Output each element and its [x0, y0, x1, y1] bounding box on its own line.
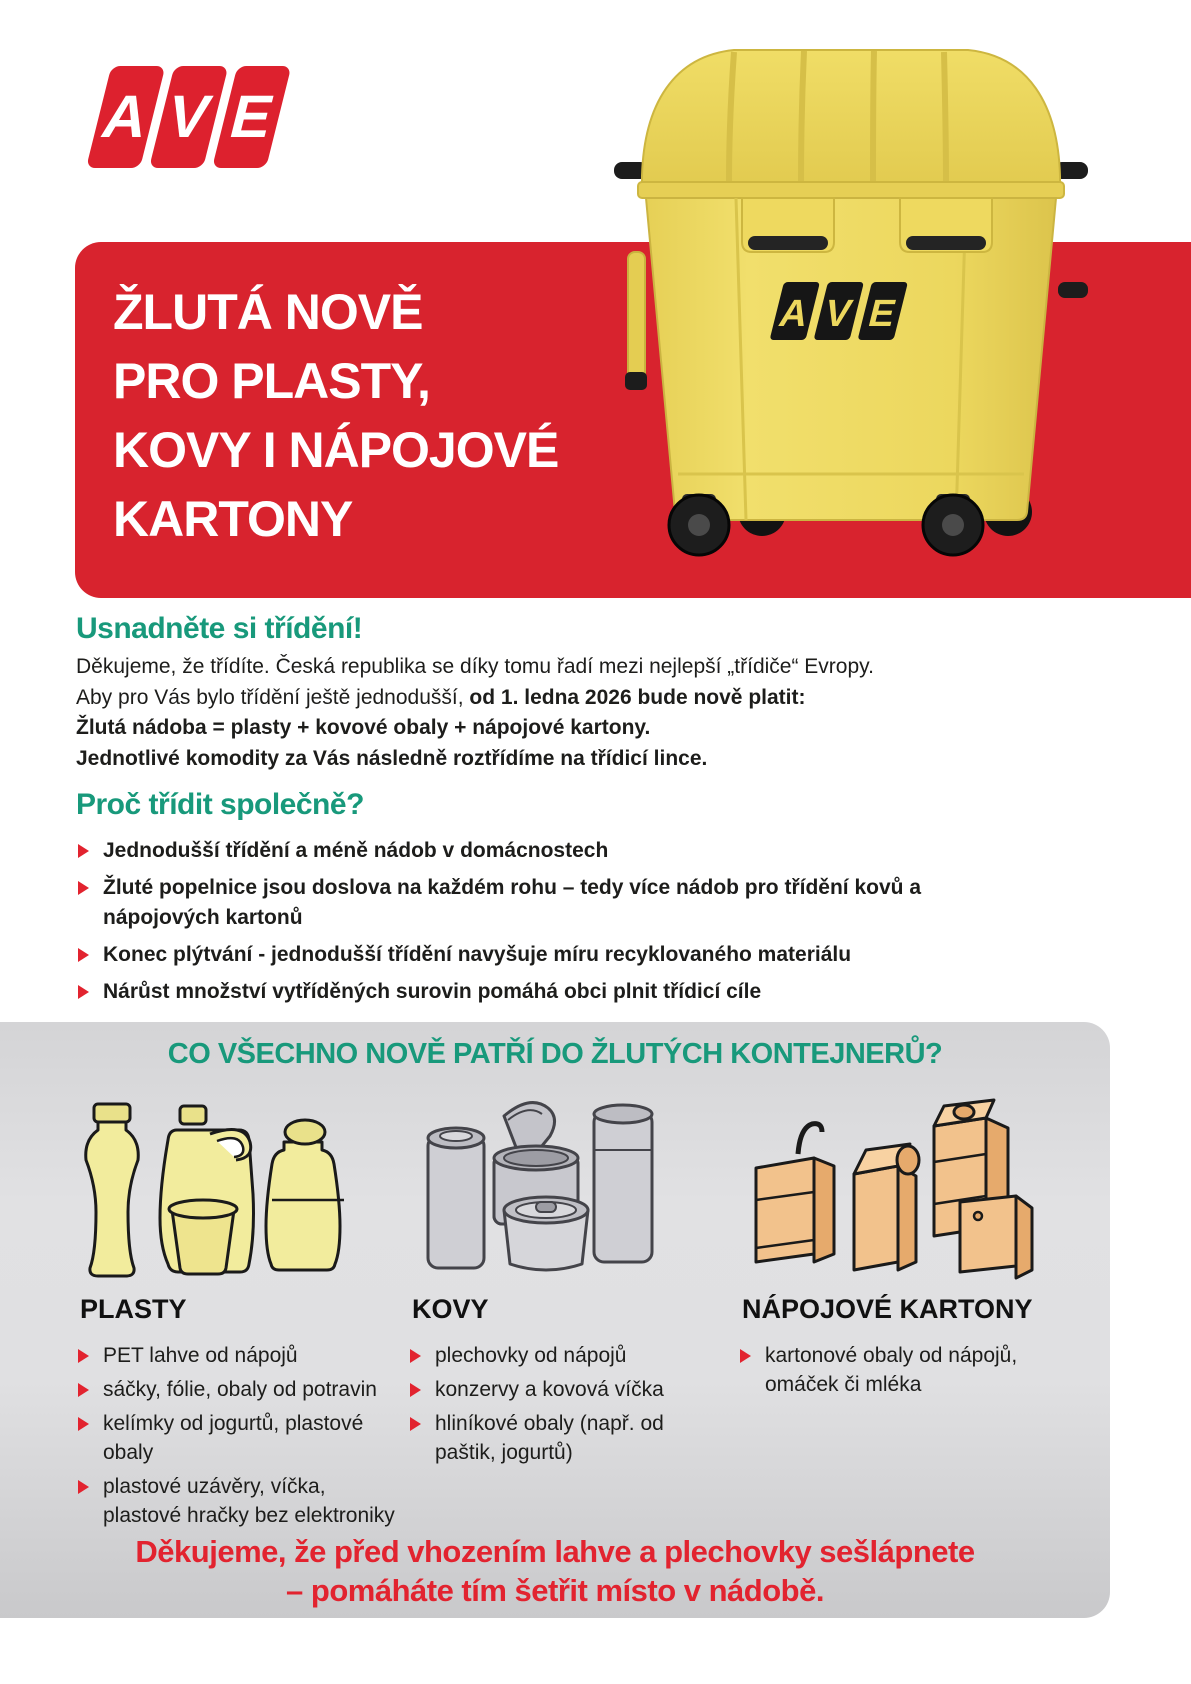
column-kartony — [738, 1088, 1086, 1404]
svg-text:V: V — [820, 292, 857, 335]
headline-title — [113, 278, 558, 554]
column-title: NÁPOJOVÉ KARTONY — [742, 1294, 1033, 1324]
bin-lid — [642, 50, 1060, 184]
intro-line3: Žlutá nádoba = plasty + kovové obaly + nápojové kartony. — [76, 716, 651, 739]
intro-heading: Usnadněte si třídění! — [76, 612, 363, 645]
column-title: KOVY — [412, 1294, 489, 1324]
headline-line: KARTONY — [113, 491, 353, 547]
list-item: kelímky od jogurtů, plastové obaly — [76, 1409, 398, 1467]
bullet-arrow-icon — [78, 844, 89, 858]
bin-side-rail — [628, 252, 645, 380]
list-item: plastové uzávěry, víčka, plastové hračky bez elektroniky — [76, 1472, 398, 1530]
bullet-arrow-icon — [410, 1417, 421, 1431]
bullet-arrow-icon — [78, 1480, 89, 1494]
intro-line2: Aby pro Vás bylo třídění ještě jednodušší, od 1. ledna 2026 bude nově platit: — [76, 685, 806, 709]
kartony-list — [738, 1341, 1086, 1399]
why-heading: Proč třídit společně? — [76, 788, 364, 821]
intro-line4: Jednotlivé komodity za Vás následně roztřídíme na třídicí lince. — [76, 746, 708, 770]
svg-text:E: E — [864, 292, 901, 335]
ave-logo-letter: V — [160, 83, 218, 150]
list-item: konzervy a kovová víčka — [408, 1375, 726, 1404]
column-kovy — [408, 1088, 726, 1472]
column-plasty — [76, 1088, 398, 1535]
list-item: Žluté popelnice jsou doslova na každém rohu – tedy více nádob pro třídění kovů a nápojových kartonů — [76, 873, 926, 933]
svg-text:A: A — [775, 292, 814, 335]
intro-line1: Děkujeme, že třídíte. Česká republika se díky tomu řadí mezi nejlepší „třídiče“ Evropy. — [76, 655, 874, 678]
list-item: Konec plýtvání - jednodušší třídění navyšuje míru recyklovaného materiálu — [76, 940, 926, 970]
bullet-arrow-icon — [78, 881, 89, 895]
what-belongs-panel — [0, 1022, 1110, 1618]
bullet-arrow-icon — [78, 1417, 89, 1431]
ave-logo — [86, 66, 291, 168]
why-list — [76, 836, 926, 1014]
headline-line: ŽLUTÁ NOVĚ — [113, 284, 423, 340]
bullet-arrow-icon — [78, 948, 89, 962]
footer-line1: Děkujeme, že před vhozením lahve a plechovky sešlápnete — [135, 1534, 975, 1569]
ave-logo-letter: A — [95, 83, 156, 150]
bullet-arrow-icon — [410, 1349, 421, 1363]
list-item: PET lahve od nápojů — [76, 1341, 398, 1370]
panel-heading: CO VŠECHNO NOVĚ PATŘÍ DO ŽLUTÝCH KONTEJNERŮ? — [167, 1038, 943, 1070]
list-item: plechovky od nápojů — [408, 1341, 726, 1370]
list-item: sáčky, fólie, obaly od potravin — [76, 1375, 398, 1404]
metals-illustration — [408, 1088, 726, 1280]
yellow-container-image — [612, 44, 1090, 559]
headline-line: KOVY I NÁPOJOVÉ — [113, 422, 559, 478]
bullet-arrow-icon — [740, 1349, 751, 1363]
bin-ave-mark — [770, 282, 908, 340]
panel-footer-note — [0, 1532, 1110, 1610]
list-item: Nárůst množství vytříděných surovin pomáhá obci plnit třídicí cíle — [76, 977, 926, 1007]
column-title: PLASTY — [80, 1294, 187, 1324]
bullet-arrow-icon — [78, 985, 89, 999]
headline-line: PRO PLASTY, — [113, 353, 430, 409]
cartons-illustration — [738, 1088, 1086, 1280]
list-item: kartonové obaly od nápojů, omáček či mléka — [738, 1341, 1086, 1399]
bullet-arrow-icon — [78, 1383, 89, 1397]
plasty-list — [76, 1341, 398, 1530]
list-item: Jednodušší třídění a méně nádob v domácnostech — [76, 836, 926, 866]
list-item: hliníkové obaly (např. od paštik, jogurtů) — [408, 1409, 726, 1467]
intro-paragraph — [76, 652, 1136, 774]
bin-pin-right-low — [1058, 282, 1088, 298]
bullet-arrow-icon — [410, 1383, 421, 1397]
bullet-arrow-icon — [78, 1349, 89, 1363]
bin-body — [646, 198, 1056, 520]
footer-line2: – pomáháte tím šetřit místo v nádobě. — [286, 1573, 824, 1608]
bin-lid-lip — [638, 182, 1064, 198]
plastics-illustration — [76, 1088, 398, 1280]
ave-logo-letter: E — [223, 83, 281, 150]
kovy-list — [408, 1341, 726, 1467]
